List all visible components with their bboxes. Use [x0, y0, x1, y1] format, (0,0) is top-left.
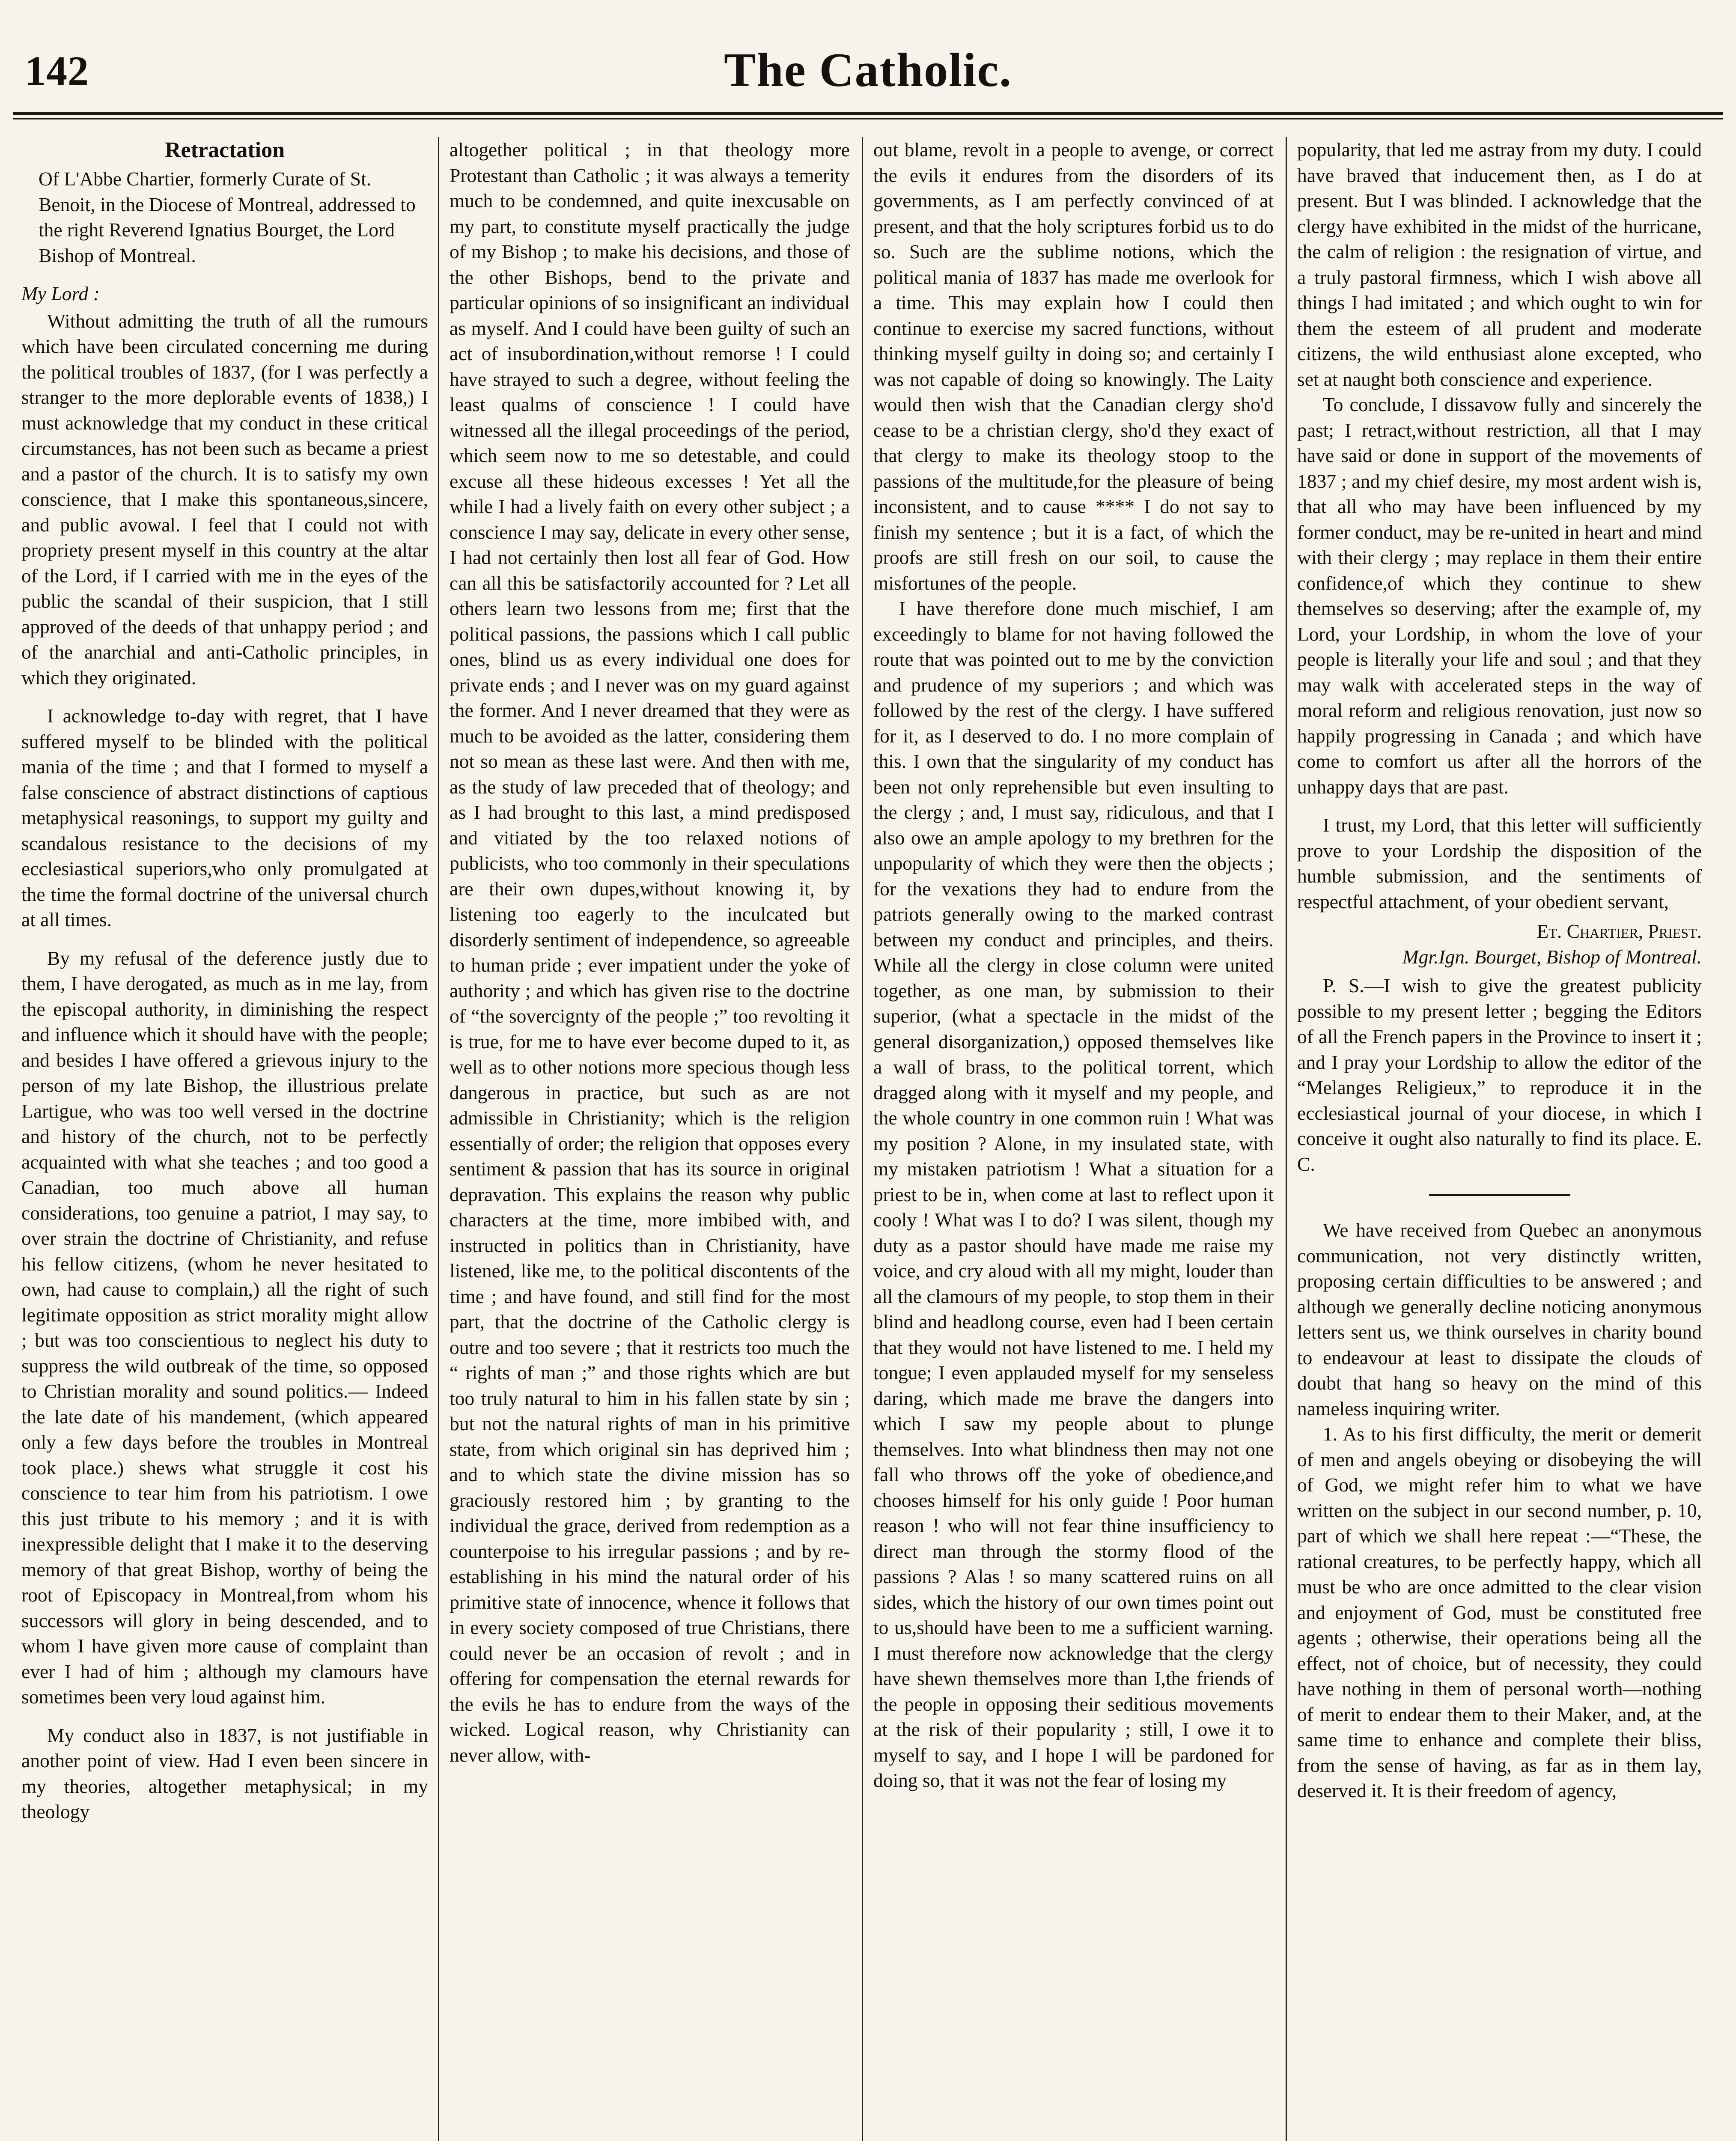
paragraph: I acknowledge to-day with regret, that I have suffered myself to be blinded with the political mania of the time ; and that I formed to myself a false conscience of abstract distinctions of captious metaphysical reasonings, to support my guilty and scandalous resistance to the decisions of my ecclesiastical superiors,who only promulgated at the time the formal doctrine of the universal church at all times. [21, 705, 428, 930]
column-4 [1297, 137, 1702, 2141]
article-subtitle: Of L'Abbe Chartier, formerly Curate of St. Benoit, in the Diocese of Montreal, addressed to the right Reverend Ignatius Bourget, the Lord Bishop of Montreal. [39, 168, 416, 266]
paragraph: I have therefore done much mischief, I am exceedingly to blame for not having followed the route that was pointed out to me by the conviction and prudence of my superiors ; and which was followed by the rest of the clergy. I have suffered for it, as I deserved to do. I no more complain of this. I own that the singularity of my conduct has been not only reprehensible but even insulting to the clergy ; and, I must say, ridiculous, and that I also owe an ample apology to my brethren for the unpopularity of which they were then the objects ; for the vexations they had to endure from the patriots generally owing to the marked contrast between my conduct and principles, and theirs. While all the clergy in close column were united together, as one man, by submission to their superior, (what a spectacle in the midst of the general disorganization,) opposed themselves like a wall of brass, to the political torrent, which dragged along with it myself and my people, and the whole country in one common ruin ! What was my position ? Alone, in my insulated state, with my mistaken patriotism ! What a situation for a priest to be in, when come at last to reflect upon it cooly ! What was I to do? I was silent, though my duty as a pastor should have made me raise my voice, and cry aloud with all my might, louder than all the clamours of my people, to stop them in their blind and headlong course, even had I been certain that they would not have listened to me. I held my tongue; I even applauded myself for my senseless daring, which made me brave the dangers into which I saw my people about to plunge themselves. Into what blindness then may not one fall who throws off the yoke of obedience,and chooses himself for his only guide ! Poor human reason ! who will not fear thine insufficiency to direct man through the stormy flood of the passions ? Alas ! so many scattered ruins on all sides, which the history of our own times point out to us,should have been to me a sufficient warning. I must therefore now acknowledge that the clergy have shewn themselves more than I,the friends of the people in opposing their seditious movements at the risk of their popularity ; still, I owe it to myself to say, and I hope I will be pardoned for doing so, that it was not the fear of losing my [873, 597, 1274, 1791]
paragraph: My conduct also in 1837, is not justifiable in another point of view. Had I even been sincere in my theories, altogether metaphysical; in my theology [21, 1724, 428, 1822]
page-number: 142 [25, 48, 89, 94]
column-divider [862, 137, 863, 2141]
paragraph: By my refusal of the deference justly due to them, I have derogated, as much as in me lay, from the episcopal authority, in diminishing the respect and influence which it should have with the people; and besides I have offered a grievous injury to the person of my late Bishop, the illustrious prelate Lartigue, who was too well versed in the doctrine and history of the church, not to be perfectly acquainted with what she teaches ; and too good a Canadian, too much above all human considerations, too genuine a patriot, I may say, to over strain the doctrine of Christianity, and refuse his fellow citizens, (whom he never hesitated to own, had cause to complain,) all the right of such legitimate opposition as strict morality might allow ; but was too conscientious to neglect his duty to suppress the wild outbreak of the time, so opposed to Christian morality and sound politics.— Indeed the late date of his mandement, (which appeared only a few days before the troubles in Montreal took place.) shews what struggle it cost his conscience to tear him from his patriotism. I owe this just tribute to his memory ; and it is with inexpressible delight that I make it to the deserving memory of that great Bishop, worthy of being the root of Episcopacy in Montreal,from whom his successors will glory in being descended, and to whom I have given more cause of complaint than ever I had of him ; although my clamours have sometimes been very loud against him. [21, 947, 428, 1708]
paragraph: I trust, my Lord, that this letter will sufficiently prove to your Lordship the disposition of the humble submission, and the sentiments of respectful attachment, of your obedient servant, [1297, 814, 1702, 912]
paragraph: out blame, revolt in a people to avenge, or correct the evils it endures from the disorders of its governments, as I am perfectly convinced of at present, and that the holy scriptures forbid us to do so. Such are the sublime notions, which the political mania of 1837 has made me overlook for a time. This may explain how I could then continue to exercise my sacred functions, without thinking myself guilty in doing so; and certainly I was not capable of doing so knowingly. The Laity would then wish that the Canadian clergy sho'd cease to be a christian clergy, sho'd they exact of that clergy to make its theology stoop to the passions of the multitude,for the pleasure of being inconsistent, and to cause **** I do not say to finish my sentence ; but it is a fact, of which the proofs are still fresh on our soil, to cause the misfortunes of the people. [873, 139, 1274, 594]
article-title: Retractation [164, 138, 285, 162]
publication-title: The Catholic. [724, 44, 1012, 97]
header-rule-thick [13, 112, 1723, 115]
paragraph: Without admitting the truth of all the rumours which have been circulated concerning me during the political troubles of 1837, (for I was perfectly a stranger to the more deplorable events of 1838,) I must acknowledge that my conduct in these critical circumstances, has not been such as became a priest and a pastor of the church. It is to satisfy my own conscience, that I make this spontaneous,sincere, and public avowal. I feel that I could not with propriety present myself in this country at the altar of the Lord, if I carried with me in the eyes of the public the scandal of their suspicion, that I still approved of the deeds of that unhappy period ; and of the anarchial and anti-Catholic principles, in which they originated. [21, 310, 428, 689]
column-1 [21, 137, 428, 2141]
editorial-paragraph: 1. As to his first difficulty, the merit or demerit of men and angels obeying or disobeying the will of God, we might refer him to what we have written on the subject in our second number, p. 10, part of which we shall here repeat :—“These, the rational creatures, to be perfectly happy, which all must be who are once admitted to the clear vision and enjoyment of God, must be constituted free agents ; otherwise, their operations being all the effect, not of choice, but of necessity, they could have nothing in them of personal worth—nothing of merit to endear them to their Maker, and, at the same time to enhance and complete their bliss, from the sense of having, as far as in them lay, deserved it. It is their freedom of agency, [1297, 1423, 1702, 1801]
header-rule-thin [13, 118, 1723, 119]
postscript: P. S.—I wish to give the greatest publicity possible to my present letter ; begging the Editors of all the French papers in the Province to insert it ; and I pray your Lordship to allow the editor of the “Melanges Religieux,” to reproduce it in the ecclesiastical journal of your diocese, in which I conceive it ought also naturally to find its place. E. C. [1297, 975, 1702, 1175]
section-divider [1429, 1194, 1570, 1196]
signature: Et. Chartier, Priest. [1536, 920, 1702, 942]
column-divider [438, 137, 439, 2141]
salutation: My Lord : [21, 283, 100, 304]
column-divider [1286, 137, 1287, 2141]
column-2 [450, 137, 850, 2141]
paragraph: altogether political ; in that theology more Protestant than Catholic ; it was always a temerity much to be condemned, and quite inexcusable on my part, to constitute myself practically the judge of my Bishop ; to make his decisions, and those of the other Bishops, bend to the private and particular opinions of so insignificant an individual as myself. And I could have been guilty of such an act of insubordination,without remorse ! I could have strayed to such a degree, without feeling the least qualms of conscience ! I could have witnessed all the illegal proceedings of the period, which seem now to me so detestable, and could excuse all these hideous excesses ! Yet all the while I had a lively faith on every other subject ; a conscience I may say, delicate in every other sense, I had not certainly then lost all fear of God. How can all this be satisfactorily accounted for ? Let all others learn two lessons from me; first that the political passions, the passions which I call public ones, blind us as every individual one does for private ends ; and I never was on my guard against the former. And I never dreamed that they were as much to be avoided as the latter, considering them not so mean as these last were. And then with me, as the study of law preceded that of theology; and as I had brought to this last, a mind predisposed and vitiated by the too relaxed notions of publicists, who too commonly in their speculations are their own dupes,without knowing it, by listening too eagerly to the inculcated but disorderly sentiment of independence, so agreeable to human pride ; ever impatient under the yoke of authority ; and which has given rise to the doctrine of “the sovercignty of the people ;” too revolting it is true, for me to have ever become duped to it, as well as to other notions more specious though less dangerous in practice, but such as are not admissible in Christianity; which is the religion essentially of order; the religion that opposes every sentiment & passion that has its source in original depravation. This explains the reason why public characters at the time, more imbibed with, and instructed in politics than in Christianity, have listened, like me, to the political discontents of the time ; and have found, and still find for the most part, that the doctrine of the Catholic clergy is outre and too severe ; that it restricts too much the “ rights of man ;” and those rights which are but too truly natural to him in his fallen state by sin ; but not the natural rights of man in his primitive state, from which original sin has deprived him ; and to which state the divine mission has so graciously restored him ; by granting to the individual the grace, derived from redemption as a counterpoise to his irregular passions ; and by re-establishing in his mind the natural order of his primitive state of innocence, whence it follows that in every society composed of true Christians, there could never be an occasion of revolt ; and in offering for compensation the eternal rewards for the evils he has to endure from the ways of the wicked. Logical reason, why Christianity can never allow, with- [450, 139, 850, 1766]
editorial-paragraph: We have received from Quebec an anonymous communication, not very distinctly written, proposing certain difficulties to be answered ; and although we generally decline noticing anonymous letters sent us, we think ourselves in charity bound to endeavour at least to dissipate the clouds of doubt that hang so heavy on the mind of this nameless inquiring writer. [1297, 1219, 1702, 1419]
addressee: Mgr.Ign. Bourget, Bishop of Montreal. [1402, 945, 1702, 968]
paragraph: popularity, that led me astray from my duty. I could have braved that inducement then, as I do at present. But I was blinded. I acknowledge that the clergy have exhibited in the midst of the hurricane, the calm of religion : the resignation of virtue, and a truly pastoral firmness, which I wish above all things I had imitated ; and which ought to win for them the esteem of all prudent and moderate citizens, the wild enthusiast alone excepted, who set at naught both conscience and experience. [1297, 139, 1702, 390]
paragraph: To conclude, I dissavow fully and sincerely the past; I retract,without restriction, all that I may have said or done in support of the movements of 1837 ; and my chief desire, my most ardent wish is, that all who may have been influenced by my former conduct, may be re-united in heart and mind with their clergy ; may replace in them their entire confidence,of which they continue to shew themselves so deserving; after the example of, my Lord, your Lordship, in whom the love of your people is literally your life and soul ; and that they may walk with accelerated steps in the way of moral reform and religious renovation, just now so happily progressing in Canada ; and which have come to comfort us after all the horrors of the unhappy days that are past. [1297, 394, 1702, 798]
column-3 [873, 137, 1274, 2141]
